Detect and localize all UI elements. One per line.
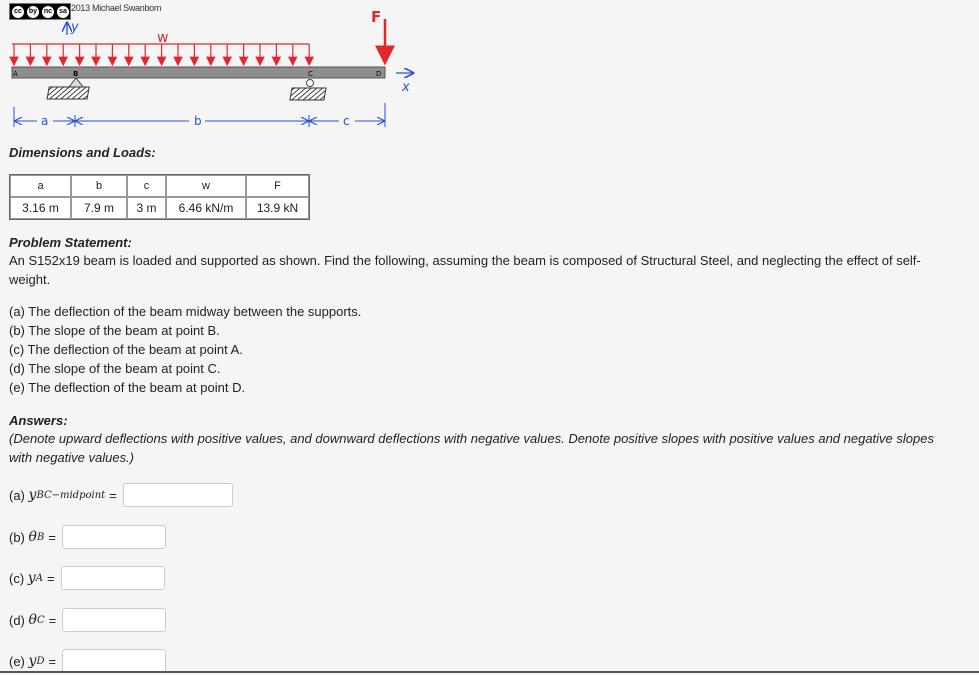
nc-icon: nc — [41, 5, 55, 19]
value-a: 3.16 m — [10, 197, 71, 219]
answer-d-tag: (d) — [9, 612, 25, 628]
distributed-load-arrows — [14, 44, 309, 65]
dimensions-value-row — [10, 197, 309, 219]
answers-title: Answers: — [9, 413, 68, 428]
roller-support-c — [307, 80, 314, 87]
ground-c — [290, 88, 326, 100]
copyright-text: 2013 Michael Swanbom — [71, 3, 162, 13]
part-c: (c) The deflection of the beam at point A. — [9, 342, 243, 357]
beam-figure — [9, 3, 415, 129]
header-f: F — [246, 175, 309, 197]
answer-row-b: (b) θ B = — [9, 523, 166, 551]
part-d: (d) The slope of the beam at point C. — [9, 361, 221, 376]
dimensions-table — [9, 174, 310, 220]
dim-b-label: b — [194, 114, 202, 128]
load-w-label: w — [157, 30, 169, 46]
dimensions-title: Dimensions and Loads: — [9, 145, 156, 160]
beam-diagram — [9, 3, 415, 129]
header-a: a — [10, 175, 71, 197]
answer-row-e: (e) y D = — [9, 647, 166, 675]
by-icon: by — [26, 5, 40, 19]
header-w: w — [166, 175, 246, 197]
answer-a-var: y — [28, 487, 37, 503]
answer-c-var: y — [27, 570, 36, 586]
answer-c-tag: (c) — [9, 570, 25, 586]
value-f: 13.9 kN — [246, 197, 309, 219]
answer-e-var: y — [28, 653, 37, 669]
ground-b — [47, 87, 89, 99]
point-b-label: B — [73, 70, 79, 78]
answer-e-tag: (e) — [9, 653, 25, 669]
problem-statement: An S152x19 beam is loaded and supported as shown. Find the following, assuming the beam is composed of Structural Steel, and neglecting the effect of self-weight. — [9, 253, 921, 287]
part-b: (b) The slope of the beam at point B. — [9, 323, 220, 338]
answer-b-input[interactable] — [62, 525, 166, 549]
answer-b-tag: (b) — [9, 529, 25, 545]
answer-c-sub: A — [35, 572, 43, 584]
beam — [12, 67, 385, 78]
answer-a-sub: BC−midpoint — [36, 489, 106, 501]
x-axis-label: x — [402, 80, 410, 95]
pin-support-b — [69, 78, 83, 87]
answer-d-input[interactable] — [62, 608, 166, 632]
cc-icon: cc — [11, 5, 25, 19]
answer-d-var: θ — [28, 612, 37, 628]
answer-b-sub: B — [36, 531, 45, 543]
answers-note: (Denote upward deflections with positive values, and downward deflections with negative values. Denote positive slopes with positive values and negative slopes with negative values.) — [9, 431, 934, 465]
part-e: (e) The deflection of the beam at point D. — [9, 380, 246, 395]
header-b: b — [71, 175, 127, 197]
answer-row-d: (d) θ C = — [9, 606, 166, 634]
dimensions-header-row — [10, 175, 309, 197]
problem-parts — [9, 302, 959, 397]
part-a: (a) The deflection of the beam midway between the supports. — [9, 304, 362, 319]
sa-icon: sa — [56, 5, 70, 19]
point-a-label: A — [13, 70, 18, 78]
value-b: 7.9 m — [71, 197, 127, 219]
point-d-label: D — [376, 70, 382, 78]
answer-row-a: (a) y BC−midpoint = — [9, 481, 233, 509]
problem-title: Problem Statement: — [9, 235, 132, 250]
answer-c-input[interactable] — [61, 566, 165, 590]
point-c-label: C — [308, 70, 313, 78]
answer-b-var: θ — [28, 529, 37, 545]
answer-e-sub: D — [36, 655, 45, 667]
answer-e-input[interactable] — [62, 649, 166, 673]
answer-d-sub: C — [36, 614, 45, 626]
answer-a-tag: (a) — [9, 487, 25, 503]
header-c: c — [127, 175, 166, 197]
answer-a-input[interactable] — [123, 483, 233, 507]
dim-a-label: a — [41, 114, 49, 128]
value-w: 6.46 kN/m — [166, 197, 246, 219]
force-f-label: F — [371, 8, 382, 26]
y-axis-label: y — [71, 20, 79, 35]
answer-row-c: (c) y A = — [9, 564, 165, 592]
dim-c-label: c — [343, 114, 350, 128]
value-c: 3 m — [127, 197, 166, 219]
